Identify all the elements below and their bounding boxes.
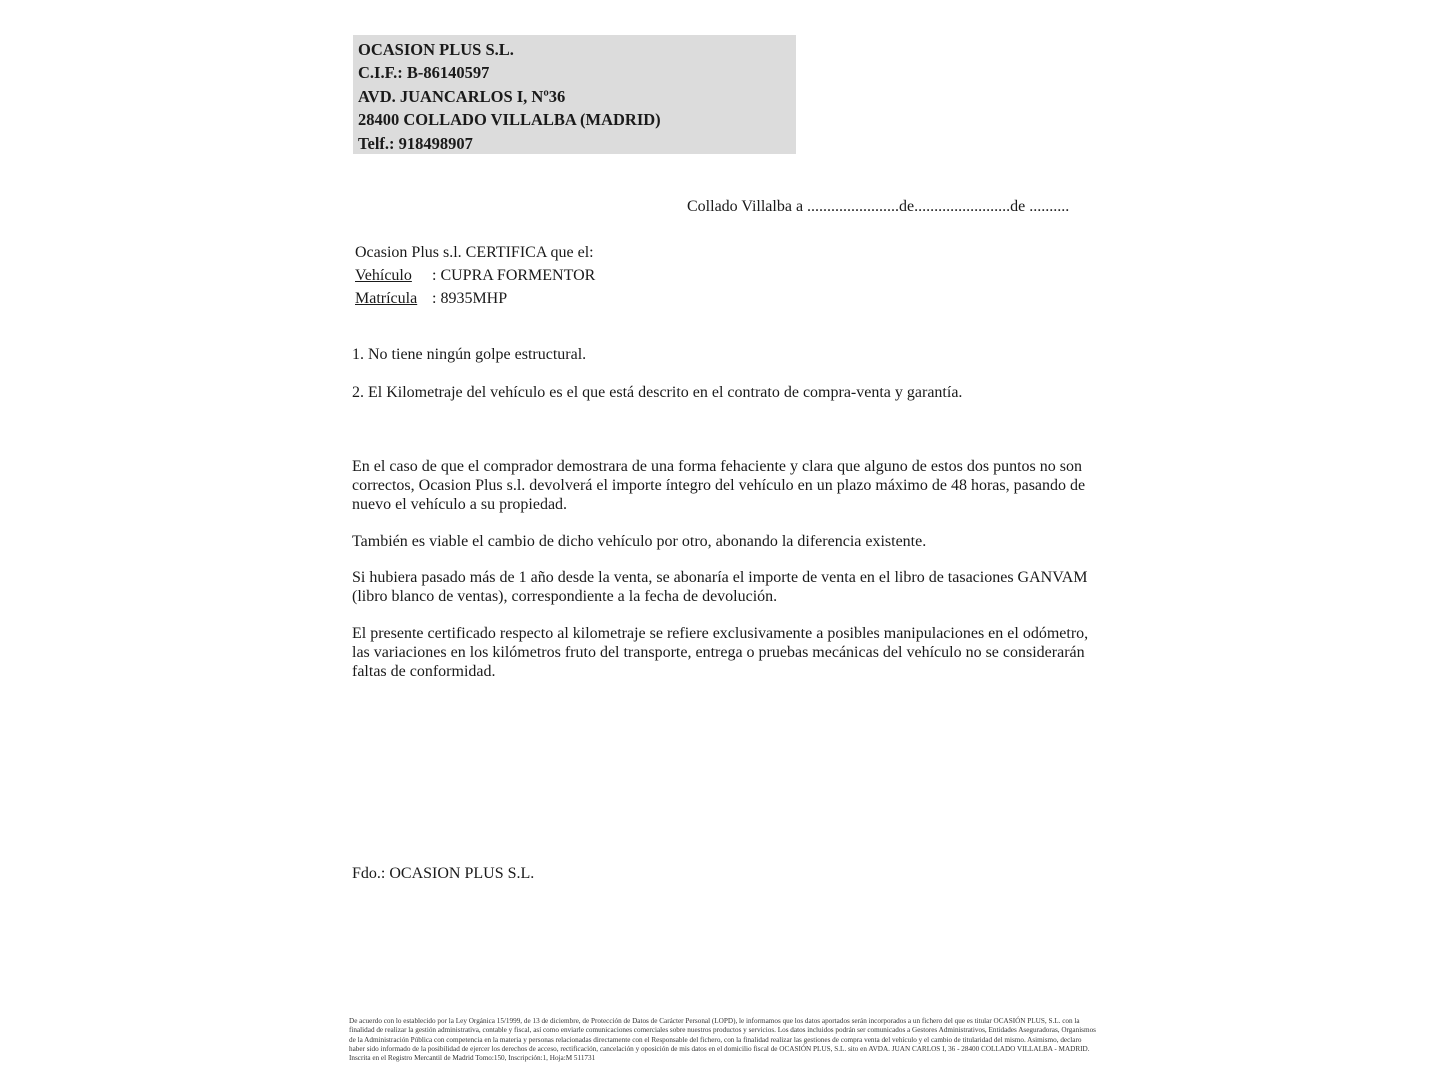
- company-header-box: [353, 35, 796, 154]
- company-address: AVD. JUANCARLOS I, Nº36: [358, 86, 566, 106]
- paragraph-odometer: El presente certificado respecto al kilometraje se refiere exclusivamente a posibles manipulaciones en el odómetro, las variaciones en los kilómetros fruto del transporte, entrega o pruebas mecánicas del vehículo no se considerarán faltas de conformidad.: [352, 625, 1089, 680]
- vehicle-label: Vehículo: [355, 267, 412, 284]
- company-phone: Telf.: 918498907: [358, 133, 473, 153]
- paragraph-ganvam: Si hubiera pasado más de 1 año desde la venta, se abonaría el importe de venta en el libro de tasaciones GANVAM (libro blanco de ventas), correspondiente a la fecha de devolución.: [352, 569, 1088, 605]
- paragraph-refund: En el caso de que el comprador demostrara de una forma fehaciente y clara que alguno de estos dos puntos no son correctos, Ocasion Plus s.l. devolverá el importe íntegro del vehículo en un plazo máximo de 48 horas, pasando de nuevo el vehículo a su propiedad.: [352, 458, 1086, 513]
- company-name: OCASION PLUS S.L.: [358, 40, 514, 59]
- paragraph-exchange: También es viable el cambio de dicho vehículo por otro, abonando la diferencia existente.: [352, 533, 927, 550]
- date-line: Collado Villalba a .......................de........................de ..........: [687, 198, 1070, 215]
- signature: Fdo.: OCASION PLUS S.L.: [352, 865, 535, 882]
- company-cif: C.I.F.: B-86140597: [358, 63, 490, 83]
- footer-legal-notice: De acuerdo con lo establecido por la Ley Orgánica 15/1999, de 13 de diciembre, de Protección de Datos de Carácter Personal (LOPD), le informamos que los datos aportados serán incorporados a un fichero del que es titular OCASIÓN PLUS, S.L. con la finalidad de realizar la gestión administrativa, contable y fiscal, así como enviarle comunicaciones comerciales sobre nuestros productos y servicios. Los datos incluidos podrán ser comunicados a Gestores Administrativos, Entidades Aseguradoras, Organismos de la Administración Pública con competencia en la materia y personas relacionadas directamente con el Responsable del fichero, con la finalidad realizar las gestiones de compra venta del vehículo y el cambio de titularidad del mismo. Asimismo, declaro haber sido informado de la posibilidad de ejercer los derechos de acceso, rectificación, cancelación y oposición de mis datos en el domicilio fiscal de OCASIÓN PLUS, S.L. sito en AVDA. JUAN CARLOS I, 36 - 28400 COLLADO VILLALBA - MADRID. Inscrita en el Registro Mercantil de Madrid Tomo:150, Inscripción:1, Hoja:M 511731: [349, 1017, 1096, 1063]
- plate-value: : 8935MHP: [432, 290, 508, 307]
- plate-row: [355, 287, 595, 310]
- vehicle-row: [355, 264, 595, 287]
- vehicle-value: : CUPRA FORMENTOR: [432, 267, 596, 284]
- company-city: 28400 COLLADO VILLALBA (MADRID): [358, 110, 661, 130]
- certification-block: [355, 241, 595, 310]
- certification-intro: Ocasion Plus s.l. CERTIFICA que el:: [355, 244, 594, 261]
- plate-label: Matrícula: [355, 290, 418, 307]
- point-1: 1. No tiene ningún golpe estructural.: [352, 346, 587, 363]
- point-2: 2. El Kilometraje del vehículo es el que está descrito en el contrato de compra-venta y garantía.: [352, 384, 963, 401]
